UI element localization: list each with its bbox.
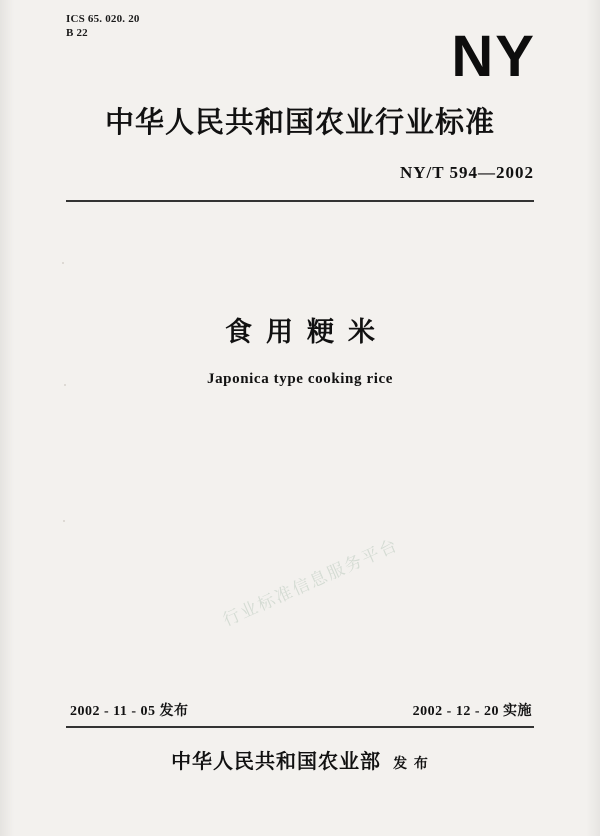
issue-date: 2002 - 11 - 05 发布 [70,704,189,719]
subject-title-cn: 食用粳米 [225,317,389,348]
subject-title-en: Japonica type cooking rice [206,371,393,387]
standard-title: 中华人民共和国农业行业标准 [104,105,495,139]
footer-divider [66,726,534,728]
ny-logo: NY [451,24,536,89]
standard-number: NY/T 594—2002 [399,163,534,182]
implementation-date: 2002 - 12 - 20 实施 [412,704,532,719]
watermark-text: 行业标准信息服务平台 [220,535,402,631]
ics-code-block [66,12,140,40]
ics-code: ICS 65. 020. 20 [66,13,140,25]
scan-speck [64,384,66,386]
scan-speck [63,520,65,522]
scan-speck [62,262,64,264]
classification-code: B 22 [66,27,88,39]
publisher-block [0,745,600,774]
header-divider [66,200,534,202]
publisher-verb: 发 布 [393,756,429,772]
publisher-name: 中华人民共和国农业部 [171,749,382,773]
